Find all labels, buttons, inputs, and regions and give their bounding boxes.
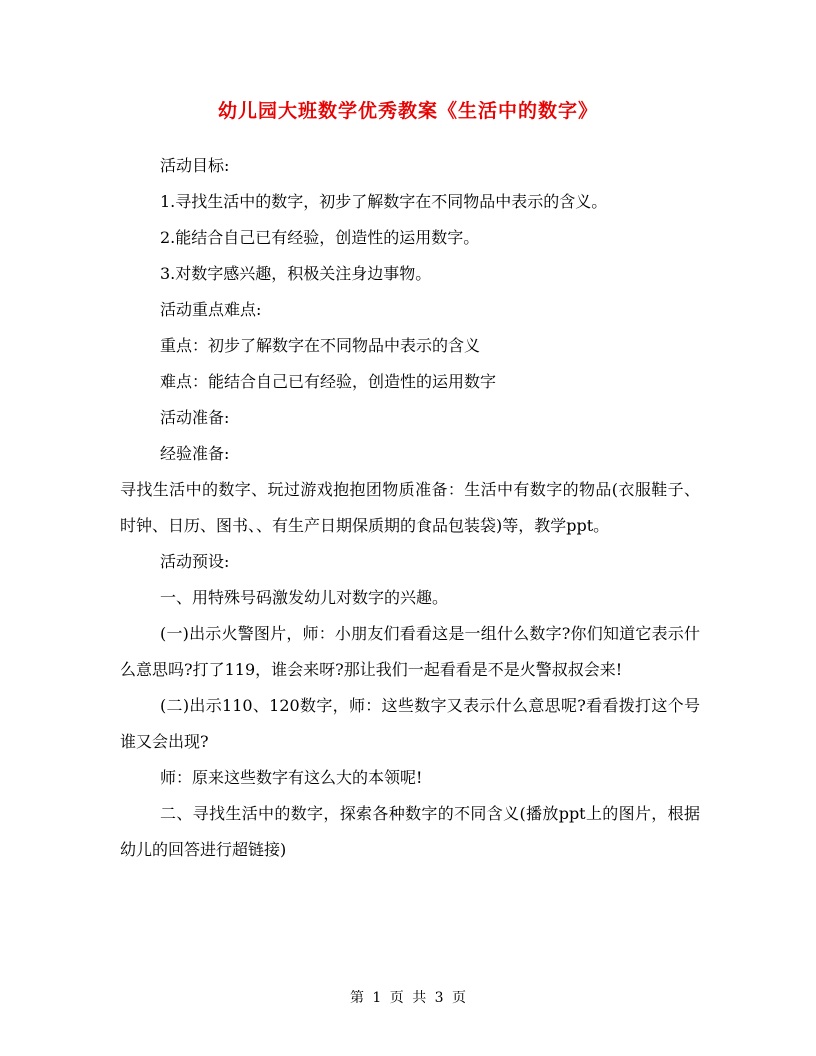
page-indicator: 第 1 页 共 3 页 [349, 990, 467, 1006]
key-point: 重点：初步了解数字在不同物品中表示的含义 [160, 336, 481, 355]
section-heading-key-points: 活动重点难点: [160, 300, 262, 319]
section-heading-preparation: 活动准备: [160, 408, 230, 427]
step-heading-1: 一、用特殊号码激发幼儿对数字的兴趣。 [160, 588, 449, 607]
preparation-paragraph: 寻找生活中的数字、玩过游戏抱抱团物质准备：生活中有数字的物品(衣服鞋子、时钟、日历、图书、、有生产日期保质期的食品包装袋)等，教学ppt。 [120, 480, 700, 535]
goal-item-3: 3.对数字感兴趣，积极关注身边事物。 [160, 264, 432, 283]
subsection-heading-experience: 经验准备: [160, 444, 230, 463]
document-body [120, 148, 700, 868]
step-paragraph-1b: (二)出示110、120数字，师：这些数字又表示什么意思呢?看看拨打这个号谁又会出现? [120, 696, 700, 751]
goal-item-2: 2.能结合自己已有经验，创造性的运用数字。 [160, 228, 480, 247]
section-heading-goals: 活动目标: [160, 156, 230, 175]
document-title: 幼儿园大班数学优秀教案《生活中的数字》 [217, 100, 598, 122]
goal-item-1: 1.寻找生活中的数字，初步了解数字在不同物品中表示的含义。 [160, 192, 608, 211]
step-heading-2: 二、寻找生活中的数字，探索各种数字的不同含义(播放ppt上的图片，根据幼儿的回答进行超链接) [120, 804, 700, 859]
section-heading-process: 活动预设: [160, 552, 230, 571]
step-paragraph-1c: 师：原来这些数字有这么大的本领呢! [160, 768, 423, 787]
difficult-point: 难点：能结合自己已有经验，创造性的运用数字 [160, 372, 497, 391]
step-paragraph-1a: (一)出示火警图片，师：小朋友们看看这是一组什么数字?你们知道它表示什么意思吗?打了119，谁会来呀?那让我们一起看看是不是火警叔叔会来! [120, 624, 700, 679]
